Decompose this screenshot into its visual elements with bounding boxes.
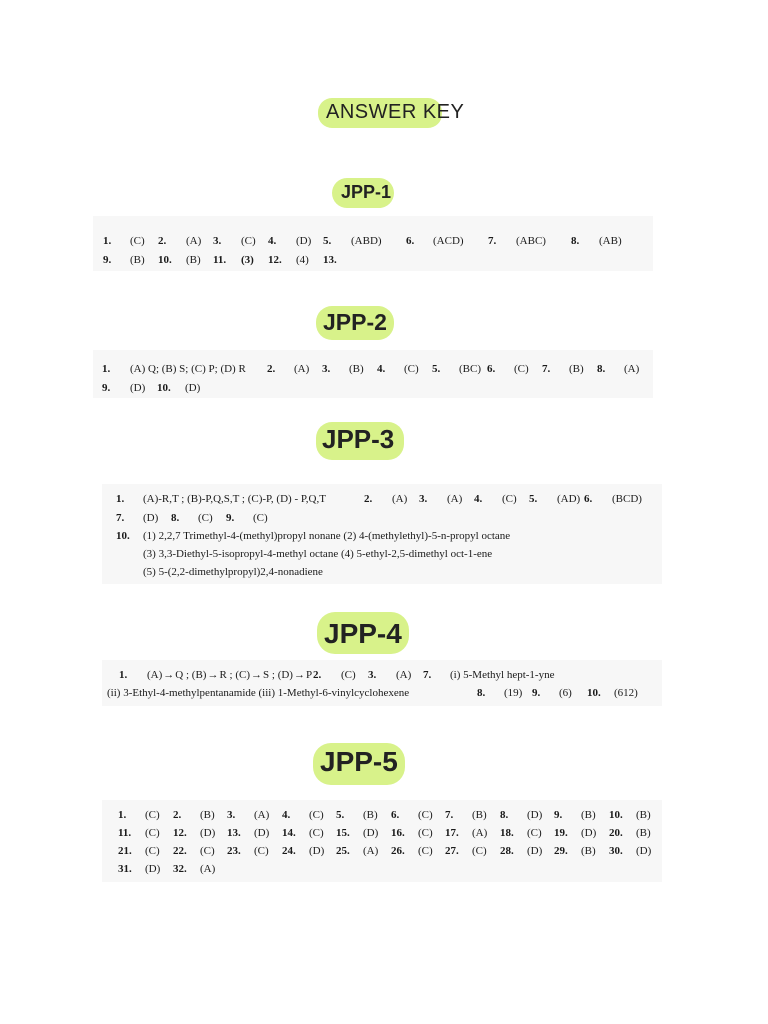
answer-value: (C) xyxy=(309,809,324,821)
answer-value: (C) xyxy=(198,512,213,524)
answer-text-line: (3) 3,3-Diethyl-5-isopropyl-4-methyl octane (4) 5-ethyl-2,5-dimethyl oct-1-ene xyxy=(143,548,493,560)
answer-value: (A) xyxy=(200,863,216,875)
answer-number: 9. xyxy=(103,254,112,266)
answer-number: 25. xyxy=(336,845,350,857)
answer-number: 4. xyxy=(282,809,291,821)
answer-value: (C) xyxy=(341,669,356,681)
answer-text-line: (ii) 3-Ethyl-4-methylpentanamide (iii) 1-Methyl-6-vinylcyclohexene xyxy=(107,687,410,699)
answer-number: 4. xyxy=(474,493,483,505)
answer-value: (B) xyxy=(569,363,584,375)
answer-number: 10. xyxy=(609,809,623,821)
answer-number: 1. xyxy=(118,809,127,821)
answer-value: (C) xyxy=(527,827,542,839)
answer-number: 3. xyxy=(227,809,236,821)
answer-number: 24. xyxy=(282,845,296,857)
answer-number: 5. xyxy=(336,809,345,821)
answer-value: (BC) xyxy=(459,363,481,375)
jpp4-heading: JPP-4 xyxy=(324,618,402,649)
answer-value: (A) xyxy=(447,493,463,505)
answer-value: (B) xyxy=(581,845,596,857)
answer-value: (ABD) xyxy=(351,235,382,247)
answer-value: (D) xyxy=(636,845,652,857)
jpp4-answer-panel xyxy=(102,660,662,706)
answer-number: 14. xyxy=(282,827,296,839)
answer-number: 2. xyxy=(364,493,373,505)
answer-value: (B) xyxy=(581,809,596,821)
answer-value: (3) xyxy=(241,254,254,266)
arrow-icon: → xyxy=(163,669,175,681)
answer-value: (D) xyxy=(581,827,597,839)
answer-number: 26. xyxy=(391,845,405,857)
answer-value: (D) xyxy=(130,382,146,394)
answer-number: 13. xyxy=(227,827,241,839)
answer-number: 17. xyxy=(445,827,459,839)
answer-number: 19. xyxy=(554,827,568,839)
arrow-icon: → xyxy=(207,669,219,681)
answer-number: 8. xyxy=(571,235,580,247)
answer-number: 11. xyxy=(118,827,132,839)
answer-number: 10. xyxy=(158,254,172,266)
answer-number: 9. xyxy=(226,512,235,524)
answer-number: 10. xyxy=(587,687,601,699)
answer-value: (B) xyxy=(472,809,487,821)
answer-value: (D) xyxy=(143,512,159,524)
answer-value: (C) xyxy=(514,363,529,375)
answer-part: S ; (D) xyxy=(263,669,293,681)
answer-number: 18. xyxy=(500,827,514,839)
answer-number: 9. xyxy=(102,382,111,394)
answer-value: (D) xyxy=(185,382,201,394)
answer-value: (C) xyxy=(200,845,215,857)
answer-number: 9. xyxy=(532,687,541,699)
answer-number: 10. xyxy=(116,530,130,542)
answer-number: 13. xyxy=(323,254,337,266)
answer-value: (B) xyxy=(186,254,201,266)
answer-number: 2. xyxy=(313,669,322,681)
answer-value: (D) xyxy=(363,827,379,839)
answer-value: (BCD) xyxy=(612,493,642,505)
answer-number: 16. xyxy=(391,827,405,839)
answer-number: 5. xyxy=(432,363,441,375)
answer-number: 7. xyxy=(116,512,125,524)
answer-number: 7. xyxy=(488,235,497,247)
answer-number: 3. xyxy=(213,235,222,247)
answer-number: 23. xyxy=(227,845,241,857)
answer-value: (612) xyxy=(614,687,638,699)
answer-value: (B) xyxy=(636,827,651,839)
answer-value: (C) xyxy=(145,827,160,839)
answer-number: 6. xyxy=(391,809,400,821)
answer-value: (C) xyxy=(418,845,433,857)
answer-number: 3. xyxy=(419,493,428,505)
answer-number: 31. xyxy=(118,863,132,875)
answer-number: 3. xyxy=(368,669,377,681)
answer-value: (A) xyxy=(396,669,412,681)
answer-number: 2. xyxy=(173,809,182,821)
answer-number: 22. xyxy=(173,845,187,857)
answer-number: 29. xyxy=(554,845,568,857)
answer-value: (C) xyxy=(145,845,160,857)
answer-value: (D) xyxy=(145,863,161,875)
jpp5-heading: JPP-5 xyxy=(320,746,398,777)
answer-number: 3. xyxy=(322,363,331,375)
answer-value: (C) xyxy=(309,827,324,839)
answer-number: 6. xyxy=(584,493,593,505)
answer-number: 28. xyxy=(500,845,514,857)
answer-value: (B) xyxy=(363,809,378,821)
answer-number: 1. xyxy=(119,669,128,681)
answer-number: 1. xyxy=(116,493,125,505)
answer-value: (D) xyxy=(527,809,543,821)
answer-number: 4. xyxy=(377,363,386,375)
answer-number: 6. xyxy=(487,363,496,375)
answer-number: 4. xyxy=(268,235,277,247)
answer-number: 8. xyxy=(597,363,606,375)
answer-number: 1. xyxy=(102,363,111,375)
answer-number: 21. xyxy=(118,845,132,857)
answer-value: (19) xyxy=(504,687,523,699)
answer-number: 10. xyxy=(157,382,171,394)
arrow-icon: → xyxy=(251,669,263,681)
answer-value: (6) xyxy=(559,687,572,699)
answer-value: (A) xyxy=(294,363,310,375)
answer-value: (C) xyxy=(241,235,256,247)
answer-value: (A) Q; (B) S; (C) P; (D) R xyxy=(130,363,246,375)
answer-number: 30. xyxy=(609,845,623,857)
answer-number: 6. xyxy=(406,235,415,247)
answer-value: (A)-R,T ; (B)-P,Q,S,T ; (C)-P, (D) - P,Q,T xyxy=(143,493,326,505)
answer-number: 5. xyxy=(323,235,332,247)
answer-number: 27. xyxy=(445,845,459,857)
page-title: ANSWER KEY xyxy=(326,101,465,123)
answer-value: (B) xyxy=(200,809,215,821)
answer-value: (AB) xyxy=(599,235,622,247)
answer-number: 8. xyxy=(171,512,180,524)
answer-part: R ; (C) xyxy=(219,669,251,681)
answer-value: (D) xyxy=(254,827,270,839)
arrow-icon: → xyxy=(293,669,305,681)
answer-value: (C) xyxy=(254,845,269,857)
answer-value: (A) xyxy=(186,235,202,247)
answer-value: (C) xyxy=(472,845,487,857)
jpp1-heading: JPP-1 xyxy=(341,182,392,202)
answer-value: (A) xyxy=(392,493,408,505)
answer-value: (B) xyxy=(349,363,364,375)
answer-value: (A) xyxy=(254,809,270,821)
answer-value xyxy=(147,670,312,681)
answer-number: 8. xyxy=(500,809,509,821)
jpp3-heading: JPP-3 xyxy=(322,424,395,454)
answer-value: (A) xyxy=(472,827,488,839)
answer-part: P xyxy=(305,669,313,681)
answer-value: (AD) xyxy=(557,493,581,505)
answer-value: (4) xyxy=(296,254,309,266)
answer-value: (ABC) xyxy=(516,235,546,247)
answer-value: (D) xyxy=(527,845,543,857)
answer-value: (D) xyxy=(296,235,312,247)
answer-number: 11. xyxy=(213,254,227,266)
answer-value: (C) xyxy=(418,827,433,839)
answer-value: (D) xyxy=(309,845,325,857)
answer-number: 7. xyxy=(445,809,454,821)
answer-number: 9. xyxy=(554,809,563,821)
jpp2-heading: JPP-2 xyxy=(323,309,387,335)
answer-value: (C) xyxy=(145,809,160,821)
answer-number: 15. xyxy=(336,827,350,839)
answer-part: (A) xyxy=(147,669,163,681)
answer-number: 2. xyxy=(267,363,276,375)
answer-text-line: (5) 5-(2,2-dimethylpropyl)2,4-nonadiene xyxy=(143,566,323,578)
answer-value: (i) 5-Methyl hept-1-yne xyxy=(450,669,555,681)
answer-number: 1. xyxy=(103,235,112,247)
answer-value: (ACD) xyxy=(433,235,464,247)
answer-number: 7. xyxy=(542,363,551,375)
answer-value: (C) xyxy=(418,809,433,821)
answer-number: 12. xyxy=(173,827,187,839)
answer-value: (B) xyxy=(130,254,145,266)
answer-value: (C) xyxy=(130,235,145,247)
answer-value: (A) xyxy=(363,845,379,857)
answer-number: 32. xyxy=(173,863,187,875)
answer-number: 2. xyxy=(158,235,167,247)
answer-value: (C) xyxy=(253,512,268,524)
answer-text-line: (1) 2,2,7 Trimethyl-4-(methyl)propyl nonane (2) 4-(methylethyl)-5-n-propyl octane xyxy=(143,530,511,542)
answer-part: Q ; (B) xyxy=(175,669,207,681)
answer-number: 5. xyxy=(529,493,538,505)
answer-number: 7. xyxy=(423,669,432,681)
answer-number: 8. xyxy=(477,687,486,699)
answer-number: 12. xyxy=(268,254,282,266)
answer-number: 20. xyxy=(609,827,623,839)
answer-value: (C) xyxy=(502,493,517,505)
answer-value: (D) xyxy=(200,827,216,839)
answer-value: (C) xyxy=(404,363,419,375)
answer-value: (B) xyxy=(636,809,651,821)
answer-value: (A) xyxy=(624,363,640,375)
